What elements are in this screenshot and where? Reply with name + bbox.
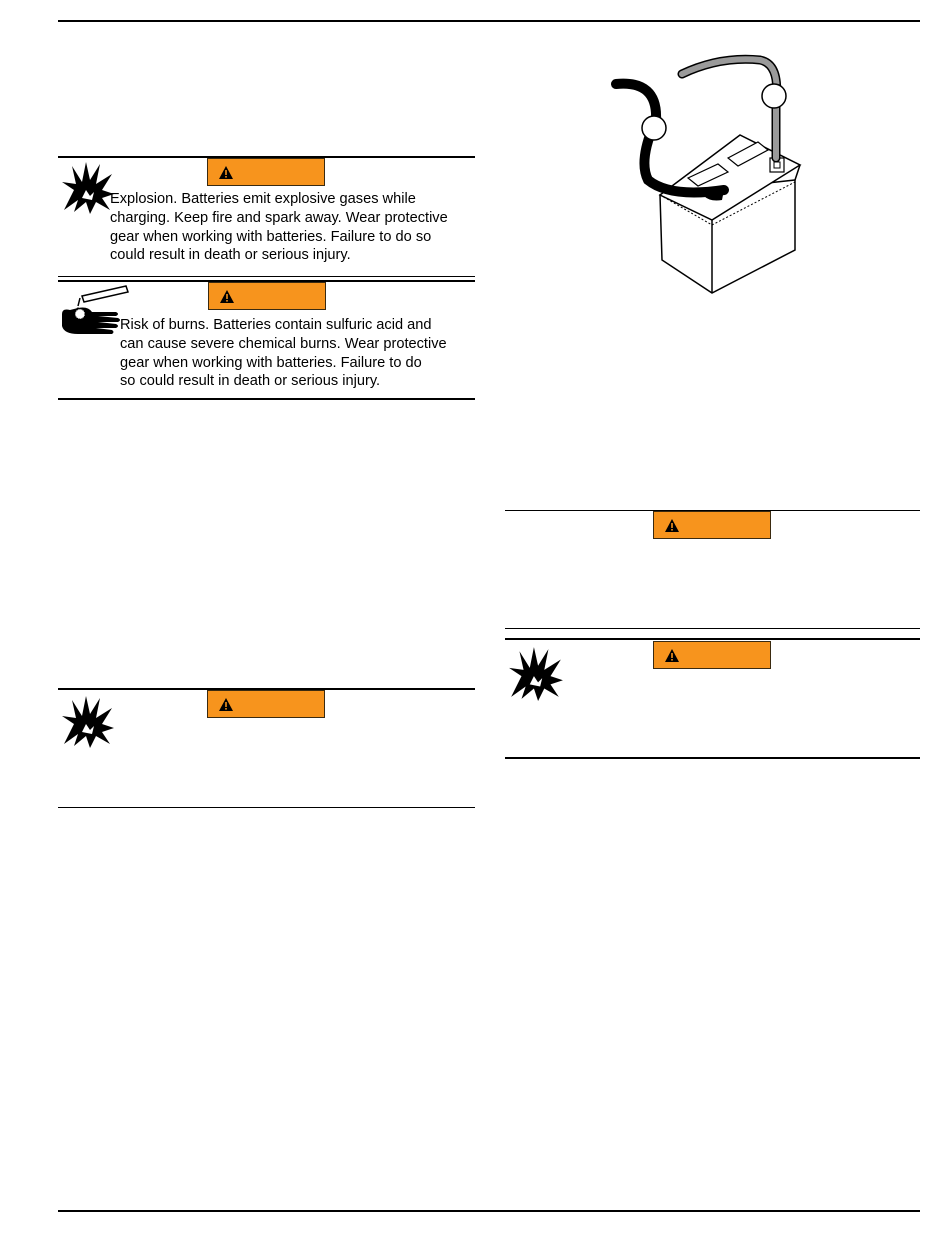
warning-divider-rule xyxy=(58,276,475,277)
warning-triangle-icon xyxy=(218,165,234,180)
warning-triangle-icon xyxy=(218,697,234,712)
battery-cables-illustration xyxy=(600,50,810,300)
warning-badge xyxy=(653,641,771,669)
warning-badge xyxy=(207,158,325,186)
text-line: gear when working with batteries. Failure to do so xyxy=(110,228,432,245)
warning-triangle-icon xyxy=(219,289,235,304)
text-line: could result in death or serious injury. xyxy=(110,247,351,264)
text-line: charging. Keep fire and spark away. Wear protective xyxy=(110,209,448,226)
warning-triangle-icon xyxy=(664,648,680,663)
text-line: Risk of burns. Batteries contain sulfuric acid and xyxy=(120,317,432,333)
warning-badge xyxy=(208,282,326,310)
warning-divider-rule xyxy=(505,638,920,640)
text-line: gear when working with batteries. Failure to do xyxy=(120,354,422,371)
warning-bottom-rule xyxy=(58,807,475,808)
warning-bottom-rule xyxy=(505,757,920,759)
warning-triangle-icon xyxy=(664,518,680,533)
text-line: so could result in death or serious injury. xyxy=(120,373,381,390)
text-line: Explosion. Batteries emit explosive gases while xyxy=(110,191,416,207)
warning-divider-rule xyxy=(505,628,920,629)
warning-explosion-text xyxy=(110,190,448,265)
top-page-rule xyxy=(58,20,920,22)
bottom-page-rule xyxy=(58,1210,920,1212)
explosion-icon xyxy=(507,644,565,702)
explosion-icon xyxy=(60,160,116,214)
warning-burns-text xyxy=(120,316,447,391)
warning-badge xyxy=(653,511,771,539)
text-line: can cause severe chemical burns. Wear protective xyxy=(120,335,447,352)
explosion-icon xyxy=(60,694,116,748)
warning-bottom-rule xyxy=(58,398,475,400)
warning-badge xyxy=(207,690,325,718)
